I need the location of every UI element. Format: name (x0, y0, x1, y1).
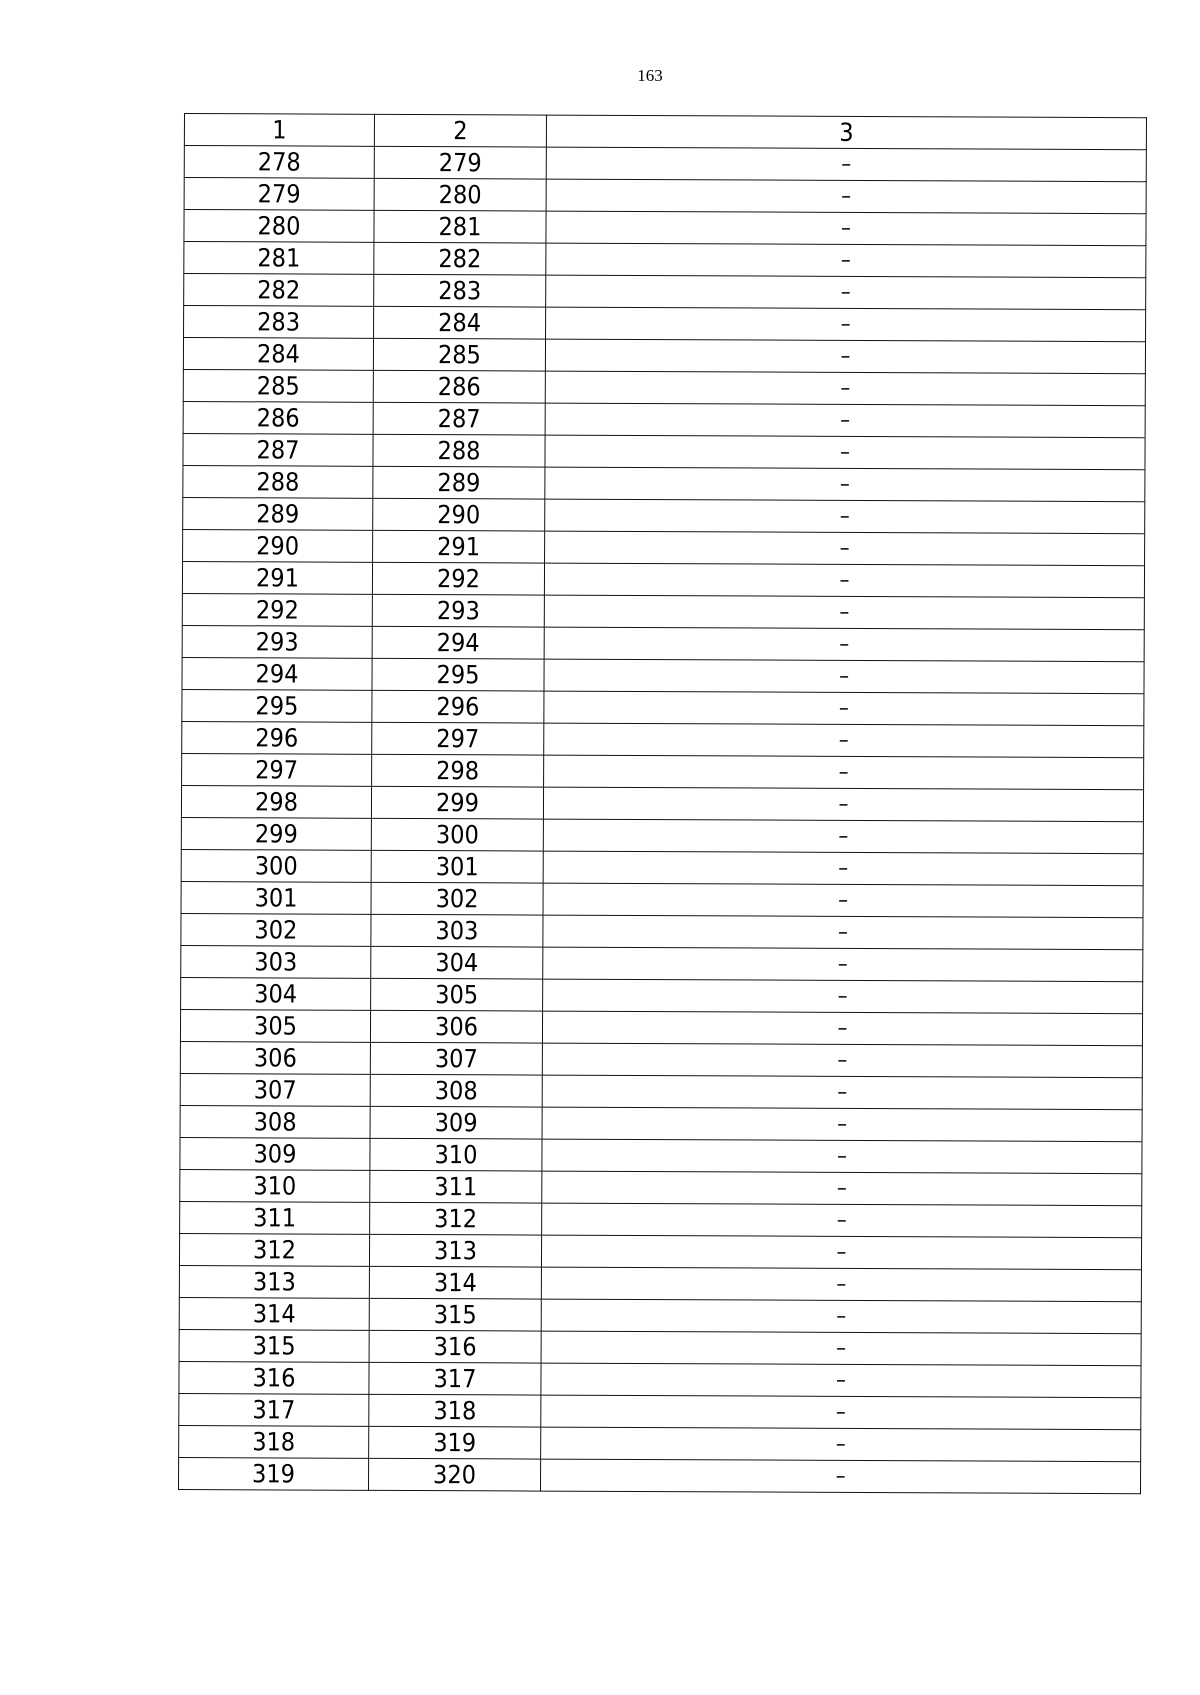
row-cell-col2: 305 (371, 978, 543, 1011)
table-row (180, 1105, 1142, 1141)
row-cell-col2: 291 (373, 530, 545, 563)
row-cell-col1: 287 (183, 433, 373, 466)
table-row (183, 433, 1145, 469)
row-cell-col1: 286 (183, 401, 373, 434)
row-cell-col3: – (544, 723, 1144, 758)
table-row (182, 689, 1144, 725)
table-row (180, 1009, 1142, 1045)
table-row (184, 274, 1146, 310)
row-cell-col2: 289 (373, 466, 545, 499)
table-row (181, 881, 1143, 917)
table-row (182, 625, 1144, 661)
row-cell-col3: – (544, 563, 1144, 598)
table-row (179, 1393, 1141, 1429)
table-row (182, 753, 1144, 789)
row-cell-col1: 300 (181, 849, 371, 882)
row-cell-col1: 302 (181, 913, 371, 946)
row-cell-col1: 293 (182, 625, 372, 658)
row-cell-col1: 299 (181, 817, 371, 850)
row-cell-col3: – (545, 499, 1145, 534)
table-header-row (184, 114, 1146, 150)
row-cell-col3: – (542, 1075, 1142, 1110)
row-cell-col1: 308 (180, 1105, 370, 1138)
row-cell-col3: – (544, 627, 1144, 662)
row-cell-col3: – (546, 147, 1146, 182)
row-cell-col2: 317 (369, 1362, 541, 1395)
row-cell-col3: – (543, 915, 1143, 950)
row-cell-col1: 301 (181, 881, 371, 914)
row-cell-col1: 311 (180, 1201, 370, 1234)
row-cell-col1: 278 (184, 146, 374, 179)
row-cell-col3: – (543, 851, 1143, 886)
row-cell-col2: 303 (371, 914, 543, 947)
row-cell-col2: 279 (374, 146, 546, 179)
row-cell-col1: 284 (183, 338, 373, 371)
row-cell-col2: 307 (370, 1042, 542, 1075)
row-cell-col3: – (543, 787, 1143, 822)
row-cell-col1: 317 (179, 1393, 369, 1426)
row-cell-col2: 299 (371, 786, 543, 819)
header-cell-col1: 1 (184, 114, 374, 147)
header-cell-col3: 3 (546, 115, 1146, 150)
row-cell-col2: 314 (369, 1266, 541, 1299)
row-cell-col2: 310 (370, 1138, 542, 1171)
row-cell-col2: 306 (370, 1010, 542, 1043)
row-cell-col1: 289 (183, 497, 373, 530)
row-cell-col2: 319 (369, 1426, 541, 1459)
row-cell-col2: 316 (369, 1330, 541, 1363)
row-cell-col2: 318 (369, 1394, 541, 1427)
table-row (180, 1041, 1142, 1077)
row-cell-col1: 298 (181, 785, 371, 818)
table-row (180, 1137, 1142, 1173)
row-cell-col3: – (541, 1331, 1141, 1366)
row-cell-col1: 318 (179, 1425, 369, 1458)
row-cell-col1: 281 (184, 242, 374, 275)
table-row (184, 178, 1146, 214)
row-cell-col2: 298 (372, 754, 544, 787)
row-cell-col3: – (545, 339, 1145, 374)
table-row (183, 497, 1145, 533)
row-cell-col3: – (545, 371, 1145, 406)
row-cell-col2: 320 (368, 1458, 540, 1491)
table-row (180, 1201, 1142, 1237)
table-row (179, 1329, 1141, 1365)
row-cell-col2: 294 (372, 626, 544, 659)
row-cell-col1: 312 (179, 1233, 369, 1266)
row-cell-col3: – (545, 403, 1145, 438)
row-cell-col3: – (544, 659, 1144, 694)
row-cell-col1: 316 (179, 1361, 369, 1394)
table-row (184, 306, 1146, 342)
row-cell-col2: 313 (369, 1234, 541, 1267)
row-cell-col2: 300 (371, 818, 543, 851)
row-cell-col3: – (541, 1395, 1141, 1430)
row-cell-col3: – (542, 1203, 1142, 1238)
row-cell-col2: 292 (372, 562, 544, 595)
page-number: 163 (637, 66, 663, 85)
table-row (184, 146, 1146, 182)
row-cell-col2: 285 (373, 338, 545, 371)
row-cell-col3: – (545, 467, 1145, 502)
row-cell-col1: 296 (182, 721, 372, 754)
table-row (183, 529, 1145, 565)
header-cell-col2: 2 (374, 114, 546, 147)
table-row (184, 242, 1146, 278)
row-cell-col3: – (546, 179, 1146, 214)
row-cell-col2: 315 (369, 1298, 541, 1331)
row-cell-col3: – (542, 1107, 1142, 1142)
row-cell-col1: 288 (183, 465, 373, 498)
table-row (181, 785, 1143, 821)
row-cell-col3: – (541, 1299, 1141, 1334)
row-cell-col1: 285 (183, 369, 373, 402)
row-cell-col1: 279 (184, 178, 374, 211)
table-row (183, 338, 1145, 374)
table-row (183, 401, 1145, 437)
row-cell-col2: 288 (373, 434, 545, 467)
table-row (181, 945, 1143, 981)
row-cell-col3: – (546, 243, 1146, 278)
row-cell-col2: 312 (370, 1202, 542, 1235)
row-cell-col2: 290 (373, 498, 545, 531)
row-cell-col2: 308 (370, 1074, 542, 1107)
row-cell-col2: 286 (373, 370, 545, 403)
row-cell-col1: 306 (180, 1041, 370, 1074)
row-cell-col2: 302 (371, 882, 543, 915)
row-cell-col1: 304 (181, 977, 371, 1010)
table-row (181, 913, 1143, 949)
row-cell-col3: – (543, 979, 1143, 1014)
row-cell-col2: 282 (374, 242, 546, 275)
table-row (179, 1265, 1141, 1301)
row-cell-col1: 291 (182, 561, 372, 594)
row-cell-col3: – (540, 1459, 1140, 1494)
table-row (179, 1297, 1141, 1333)
data-table (178, 113, 1147, 1494)
table-body (178, 114, 1146, 1494)
row-cell-col2: 296 (372, 690, 544, 723)
row-cell-col2: 281 (374, 210, 546, 243)
row-cell-col1: 295 (182, 689, 372, 722)
row-cell-col2: 301 (371, 850, 543, 883)
table-row (181, 817, 1143, 853)
table-row (184, 210, 1146, 246)
row-cell-col3: – (544, 595, 1144, 630)
row-cell-col3: – (546, 307, 1146, 342)
table-row (179, 1361, 1141, 1397)
row-cell-col2: 311 (370, 1170, 542, 1203)
table-row (182, 561, 1144, 597)
row-cell-col3: – (543, 947, 1143, 982)
row-cell-col2: 284 (374, 306, 546, 339)
row-cell-col1: 319 (178, 1457, 368, 1490)
table-row (183, 369, 1145, 405)
table-row (180, 1169, 1142, 1205)
row-cell-col3: – (541, 1363, 1141, 1398)
row-cell-col1: 315 (179, 1329, 369, 1362)
table-row (182, 721, 1144, 757)
row-cell-col3: – (541, 1235, 1141, 1270)
table-row (180, 1073, 1142, 1109)
row-cell-col1: 310 (180, 1169, 370, 1202)
row-cell-col2: 309 (370, 1106, 542, 1139)
row-cell-col1: 303 (181, 945, 371, 978)
row-cell-col1: 292 (182, 593, 372, 626)
row-cell-col3: – (546, 211, 1146, 246)
row-cell-col3: – (544, 691, 1144, 726)
table-row (182, 593, 1144, 629)
row-cell-col3: – (542, 1043, 1142, 1078)
row-cell-col2: 287 (373, 402, 545, 435)
row-cell-col3: – (542, 1139, 1142, 1174)
row-cell-col1: 313 (179, 1265, 369, 1298)
row-cell-col3: – (541, 1267, 1141, 1302)
row-cell-col3: – (545, 435, 1145, 470)
row-cell-col3: – (543, 819, 1143, 854)
table-row (182, 657, 1144, 693)
row-cell-col3: – (542, 1171, 1142, 1206)
row-cell-col2: 295 (372, 658, 544, 691)
row-cell-col3: – (543, 883, 1143, 918)
row-cell-col3: – (541, 1427, 1141, 1462)
row-cell-col1: 307 (180, 1073, 370, 1106)
row-cell-col1: 297 (182, 753, 372, 786)
row-cell-col3: – (544, 755, 1144, 790)
row-cell-col2: 280 (374, 178, 546, 211)
table-row (183, 465, 1145, 501)
row-cell-col2: 293 (372, 594, 544, 627)
row-cell-col3: – (546, 275, 1146, 310)
table-row (181, 977, 1143, 1013)
row-cell-col2: 297 (372, 722, 544, 755)
row-cell-col1: 309 (180, 1137, 370, 1170)
row-cell-col1: 305 (180, 1009, 370, 1042)
row-cell-col1: 290 (183, 529, 373, 562)
row-cell-col3: – (545, 531, 1145, 566)
row-cell-col1: 294 (182, 657, 372, 690)
table-row (181, 849, 1143, 885)
table-row (178, 1457, 1140, 1493)
table-row (179, 1425, 1141, 1461)
row-cell-col1: 280 (184, 210, 374, 243)
row-cell-col1: 283 (184, 306, 374, 339)
row-cell-col1: 282 (184, 274, 374, 307)
row-cell-col3: – (542, 1011, 1142, 1046)
row-cell-col1: 314 (179, 1297, 369, 1330)
row-cell-col2: 283 (374, 274, 546, 307)
row-cell-col2: 304 (371, 946, 543, 979)
table-row (179, 1233, 1141, 1269)
